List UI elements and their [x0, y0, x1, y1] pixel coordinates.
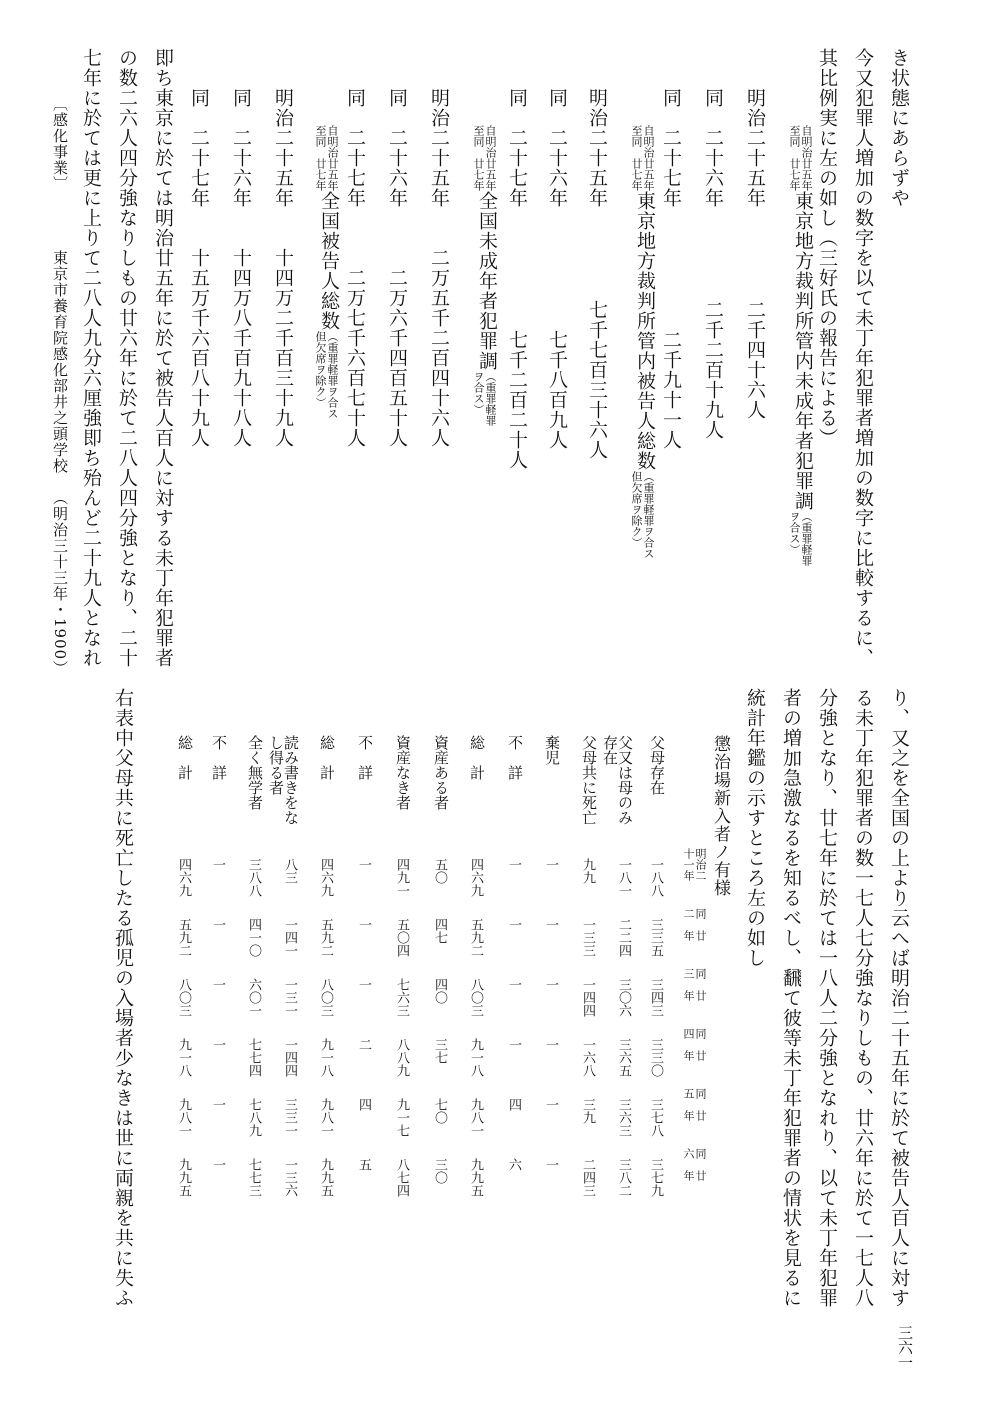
table-cell: 四六九 — [176, 858, 191, 897]
table-cell: 一 — [506, 978, 521, 991]
table-cell: 一四四 — [282, 1038, 297, 1077]
table-heading — [472, 125, 496, 426]
table-cell: 一 — [356, 918, 371, 931]
table-cell: 四 — [506, 1098, 521, 1111]
table-cell: 一 — [543, 918, 558, 931]
page-number: 三六一 — [896, 1325, 914, 1370]
table-cell: 一 — [210, 1038, 225, 1051]
table-cell: 一八八 — [648, 858, 663, 897]
row-label: 不 詳 — [506, 735, 524, 780]
text-line: る未丁年犯罪者の数一七人七分強なりしもの、廿六年に於て一七人八 — [852, 688, 874, 1308]
table-cell: 九九五 — [318, 1158, 333, 1197]
table-cell: 五九二 — [176, 918, 191, 957]
table-cell: 二 — [356, 1038, 371, 1051]
table-cell: 三六三 — [616, 1098, 631, 1137]
table-cell: 四 — [356, 1098, 371, 1111]
row-value: 二千四十六人 — [744, 300, 766, 420]
row-label: 同 二十六年 — [546, 88, 568, 208]
row-value: 七千二百二十人 — [506, 330, 528, 470]
table-cell: 一 — [543, 1098, 558, 1111]
row-label: 同 二十六年 — [230, 88, 252, 208]
text-line: 其比例実に左の如し（三好氏の報告による） — [816, 48, 838, 448]
table-cell: 八八九 — [394, 1038, 409, 1077]
row-value: 二万七千六百七十人 — [344, 268, 366, 448]
table-cell: 三三〇 — [648, 1038, 663, 1077]
table-cell: 五九二 — [318, 918, 333, 957]
heading-text: 全国被告人総数 — [318, 191, 340, 331]
row-label: 総 計 — [468, 735, 486, 780]
year-header: 同 廿 二 年 — [682, 908, 707, 941]
row-label: 読み書きをなし得る者 — [267, 735, 300, 825]
row-label: 父母存在 — [648, 735, 666, 795]
table-cell: 九八一 — [318, 1098, 333, 1137]
table-cell: 三七八 — [648, 1098, 663, 1137]
year-header: 同 廿 四 年 — [682, 1028, 707, 1061]
table-cell: 一 — [356, 858, 371, 871]
inline-note: （重罪軽罪 ヲ合ス） — [472, 371, 497, 426]
table-cell: 一 — [506, 918, 521, 931]
table-cell: 五 — [356, 1158, 371, 1171]
table-cell: 三六五 — [616, 1038, 631, 1077]
row-label: 棄児 — [543, 735, 561, 765]
table-cell: 七六三 — [394, 978, 409, 1017]
text-line: 統計年鑑の示すところ左の如し — [744, 688, 766, 968]
table-cell: 八〇三 — [318, 978, 333, 1017]
inline-note: （重罪軽罪 ヲ合ス） — [788, 511, 813, 566]
table-cell: 五九二 — [468, 918, 483, 957]
date-range-note: 自明治廿五年 至同 廿七年 — [788, 125, 813, 191]
table-cell: 四六九 — [468, 858, 483, 897]
row-value: 二万六千四百五十人 — [386, 268, 408, 448]
table-cell: 一 — [210, 978, 225, 991]
row-value: 二万五千二百四十六人 — [428, 248, 450, 448]
table-cell: 三三五 — [648, 918, 663, 957]
row-label: 総 計 — [318, 735, 336, 780]
table-cell: 一四一 — [282, 918, 297, 957]
text-line: 七年に於ては更に上りて二八人九分六厘強即ち殆んど二十九人となれ — [80, 48, 102, 668]
table-cell: 一 — [543, 858, 558, 871]
table-cell: 一三六 — [282, 1158, 297, 1197]
text-line: 者の増加急激なるを知るべし、飜て彼等未丁年犯罪者の情状を見るに — [780, 688, 802, 1308]
table-cell: 一八一 — [616, 858, 631, 897]
table-cell: 九一八 — [176, 1038, 191, 1077]
date-range-note: 自明治廿五年 至同 廿七年 — [630, 125, 655, 191]
table-cell: 二四三 — [580, 1158, 595, 1197]
row-label: 同 二十六年 — [386, 88, 408, 208]
source-title: 東京市養育院感化部井之頭学校 — [51, 250, 69, 474]
table-cell: 三八二 — [616, 1158, 631, 1197]
table-cell: 一 — [356, 978, 371, 991]
row-label: 明治二十五年 — [428, 88, 450, 208]
table-cell: 三四三 — [648, 978, 663, 1017]
table-cell: 七七三 — [246, 1158, 261, 1197]
year-header: 同 廿 六 年 — [682, 1148, 707, 1181]
row-value: 十四万二千百三十九人 — [272, 248, 294, 448]
row-label: 明治二十五年 — [744, 88, 766, 208]
category-tag: 〔感化事業〕 — [51, 96, 69, 192]
table-cell: 一 — [543, 1038, 558, 1051]
table-cell: 六 — [506, 1158, 521, 1171]
row-label: 資産ある者 — [432, 735, 450, 810]
row-label: 資産なき者 — [394, 735, 412, 810]
table-cell: 九九五 — [468, 1158, 483, 1197]
row-value: 十四万八千百九十八人 — [230, 248, 252, 448]
table-cell: 九九五 — [176, 1158, 191, 1197]
table-cell: 八〇三 — [176, 978, 191, 1017]
row-label: 全く無学者 — [246, 735, 264, 810]
table-cell: 九一七 — [394, 1098, 409, 1137]
row-value: 七千八百九人 — [546, 330, 568, 450]
date-range-note: 自明治廿五年 至同 廿七年 — [472, 125, 497, 191]
table-cell: 九八一 — [468, 1098, 483, 1137]
table-cell: 九一八 — [468, 1038, 483, 1077]
table-cell: 四〇 — [432, 978, 447, 1004]
table-cell: 八七四 — [394, 1158, 409, 1197]
inline-note: （重罪軽罪ヲ合ス 但欠席ヲ除ク） — [314, 331, 339, 419]
heading-text: 東京地方裁判所管内被告人総数 — [634, 191, 656, 471]
table-cell: 三九 — [580, 1098, 595, 1124]
table-cell: 一 — [210, 1098, 225, 1111]
table-cell: 一 — [506, 858, 521, 871]
row-label: 明治二十五年 — [586, 88, 608, 208]
table-cell: 七七四 — [246, 1038, 261, 1077]
table-cell: 一 — [543, 1158, 558, 1171]
year-header: 同 廿 五 年 — [682, 1088, 707, 1121]
row-label: 同 二十七年 — [506, 88, 528, 208]
table-heading — [788, 125, 812, 566]
text-line: の数二六人四分強なりしもの廿六年に於て二八人四分強となり、二十 — [116, 48, 138, 668]
table-cell: 九八一 — [176, 1098, 191, 1137]
table-title: 懲治場新入者ノ有様 — [710, 735, 730, 897]
source-year: （明治三十三年・1900） — [51, 490, 69, 677]
table-cell: 一四四 — [580, 978, 595, 1017]
table-cell: 一 — [210, 918, 225, 931]
table-cell: 三七 — [432, 1038, 447, 1064]
row-label: 不 詳 — [356, 735, 374, 780]
table-cell: 六〇一 — [246, 978, 261, 1017]
table-cell: 一三三 — [580, 918, 595, 957]
table-cell: 一三一 — [282, 978, 297, 1017]
row-label: 父又は母のみ存在 — [601, 735, 634, 825]
table-cell: 三七九 — [648, 1158, 663, 1197]
table-cell: 一 — [210, 858, 225, 871]
table-heading — [630, 125, 654, 559]
row-label: 同 二十七年 — [188, 88, 210, 208]
table-cell: 三三一 — [282, 1098, 297, 1137]
table-cell: 三八八 — [246, 858, 261, 897]
table-cell: 四六九 — [318, 858, 333, 897]
row-value: 二千九十一人 — [660, 330, 682, 450]
table-cell: 五〇四 — [394, 918, 409, 957]
row-label: 総 計 — [176, 735, 194, 780]
table-cell: 一 — [543, 978, 558, 991]
date-range-note: 自明治廿五年 至同 廿七年 — [314, 125, 339, 191]
table-cell: 八〇三 — [468, 978, 483, 1017]
row-label: 同 二十七年 — [344, 88, 366, 208]
table-cell: 一 — [210, 1158, 225, 1171]
row-label: 不 詳 — [210, 735, 228, 780]
text-line: き状態にあらずや — [888, 48, 910, 208]
text-line: 今又犯罪人増加の数字を以て未丁年犯罪者増加の数字に比較するに、 — [852, 48, 874, 668]
table-cell: 三〇 — [432, 1158, 447, 1184]
table-heading — [314, 125, 338, 419]
text-line: 分強となり、廿七年に於ては一八人二分強となれり、以て未丁年犯罪 — [816, 688, 838, 1308]
text-line: 即ち東京に於ては明治廿五年に於て被告人百人に対する未丁年犯罪者 — [152, 48, 174, 668]
text-line: 右表中父母共に死亡したる孤児の入場者少なきは世に両親を共に失ふ — [112, 688, 134, 1308]
table-cell: 一 — [506, 1038, 521, 1051]
heading-text: 全国未成年者犯罪調 — [476, 191, 498, 371]
table-cell: 九一八 — [318, 1038, 333, 1077]
table-cell: 四七 — [432, 918, 447, 944]
row-value: 十五万千六百八十九人 — [188, 248, 210, 448]
heading-text: 東京地方裁判所管内未成年者犯罪調 — [792, 191, 814, 511]
table-cell: 四一〇 — [246, 918, 261, 957]
year-header: 同 廿 三 年 — [682, 968, 707, 1001]
inline-note: （重罪軽罪ヲ合ス 但欠席ヲ除ク） — [630, 471, 655, 559]
year-header: 明治二 十一年 — [682, 848, 707, 881]
table-cell: 七〇 — [432, 1098, 447, 1124]
table-cell: 七八九 — [246, 1098, 261, 1137]
row-label: 父母共に死亡 — [580, 735, 598, 825]
row-label: 明治二十五年 — [272, 88, 294, 208]
text-line: り、又之を全国の上より云へば明治二十五年に於て被告人百人に対す — [888, 688, 910, 1308]
row-value: 二千二百十九人 — [702, 300, 724, 440]
table-cell: 八三 — [282, 858, 297, 884]
table-cell: 五〇 — [432, 858, 447, 884]
row-label: 同 二十六年 — [702, 88, 724, 208]
row-label: 同 二十七年 — [660, 88, 682, 208]
table-cell: 二二四 — [616, 918, 631, 957]
table-cell: 一六八 — [580, 1038, 595, 1077]
table-cell: 三〇六 — [616, 978, 631, 1017]
table-cell: 九九 — [580, 858, 595, 884]
row-value: 七千七百三十六人 — [586, 300, 608, 460]
table-cell: 四九一 — [394, 858, 409, 897]
